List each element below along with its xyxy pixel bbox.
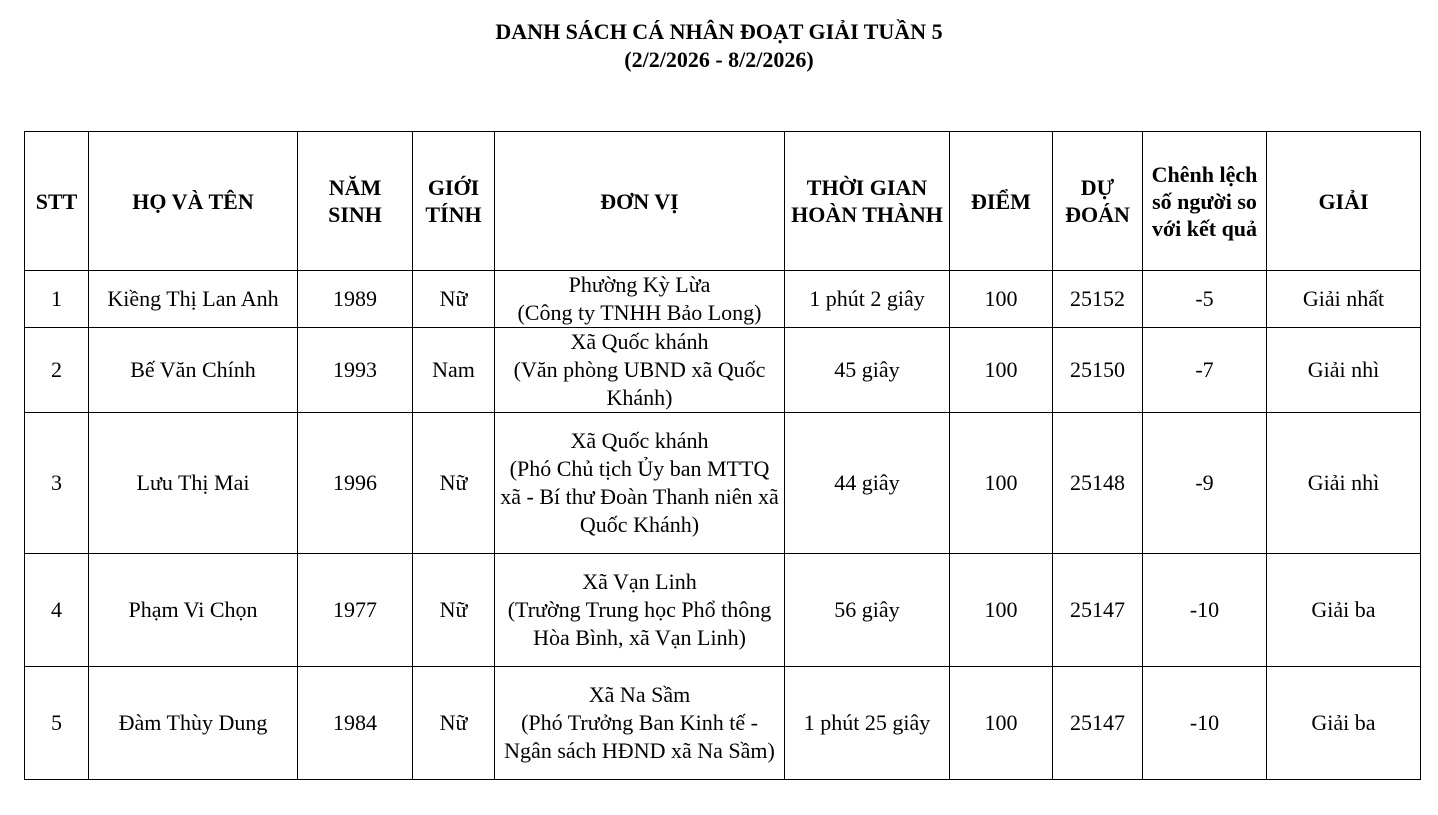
winners-table — [24, 131, 1421, 780]
cell-prediction: 25147 — [1053, 667, 1143, 780]
cell-name: Đàm Thùy Dung — [89, 667, 298, 780]
cell-stt: 2 — [25, 328, 89, 413]
header-stt: STT — [25, 132, 89, 271]
cell-unit: Xã Vạn Linh (Trường Trung học Phổ thông Hòa Bình, xã Vạn Linh) — [495, 554, 785, 667]
cell-unit: Xã Na Sầm (Phó Trưởng Ban Kinh tế - Ngân sách HĐND xã Na Sầm) — [495, 667, 785, 780]
header-birth-year: NĂM SINH — [298, 132, 413, 271]
cell-birth-year: 1989 — [298, 271, 413, 328]
page-subtitle: (2/2/2026 - 8/2/2026) — [624, 47, 814, 72]
header-gender: GIỚI TÍNH — [413, 132, 495, 271]
document-header — [0, 18, 1438, 74]
cell-name: Kiềng Thị Lan Anh — [89, 271, 298, 328]
cell-prize: Giải ba — [1267, 554, 1421, 667]
header-prize: GIẢI — [1267, 132, 1421, 271]
header-difference: Chênh lệch số người so với kết quả — [1143, 132, 1267, 271]
cell-prediction: 25148 — [1053, 413, 1143, 554]
cell-score: 100 — [950, 413, 1053, 554]
table-row — [25, 328, 1421, 413]
cell-birth-year: 1977 — [298, 554, 413, 667]
cell-prediction: 25147 — [1053, 554, 1143, 667]
cell-score: 100 — [950, 667, 1053, 780]
cell-completion-time: 44 giây — [785, 413, 950, 554]
cell-birth-year: 1984 — [298, 667, 413, 780]
cell-name: Phạm Vi Chọn — [89, 554, 298, 667]
cell-prediction: 25152 — [1053, 271, 1143, 328]
cell-prediction: 25150 — [1053, 328, 1143, 413]
table-row — [25, 667, 1421, 780]
cell-score: 100 — [950, 271, 1053, 328]
cell-difference: -10 — [1143, 554, 1267, 667]
table-row — [25, 413, 1421, 554]
cell-completion-time: 1 phút 2 giây — [785, 271, 950, 328]
cell-prize: Giải nhất — [1267, 271, 1421, 328]
header-name: HỌ VÀ TÊN — [89, 132, 298, 271]
cell-unit: Xã Quốc khánh (Phó Chủ tịch Ủy ban MTTQ xã - Bí thư Đoàn Thanh niên xã Quốc Khánh) — [495, 413, 785, 554]
cell-completion-time: 45 giây — [785, 328, 950, 413]
cell-unit: Phường Kỳ Lừa (Công ty TNHH Bảo Long) — [495, 271, 785, 328]
cell-gender: Nam — [413, 328, 495, 413]
cell-prize: Giải nhì — [1267, 413, 1421, 554]
cell-prize: Giải ba — [1267, 667, 1421, 780]
cell-score: 100 — [950, 554, 1053, 667]
cell-name: Lưu Thị Mai — [89, 413, 298, 554]
cell-gender: Nữ — [413, 667, 495, 780]
cell-gender: Nữ — [413, 413, 495, 554]
cell-stt: 1 — [25, 271, 89, 328]
cell-stt: 5 — [25, 667, 89, 780]
cell-gender: Nữ — [413, 554, 495, 667]
table-row — [25, 554, 1421, 667]
cell-completion-time: 56 giây — [785, 554, 950, 667]
cell-birth-year: 1993 — [298, 328, 413, 413]
cell-difference: -10 — [1143, 667, 1267, 780]
cell-difference: -5 — [1143, 271, 1267, 328]
header-score: ĐIỂM — [950, 132, 1053, 271]
cell-score: 100 — [950, 328, 1053, 413]
table-header-row — [25, 132, 1421, 271]
table-row — [25, 271, 1421, 328]
header-unit: ĐƠN VỊ — [495, 132, 785, 271]
page-title: DANH SÁCH CÁ NHÂN ĐOẠT GIẢI TUẦN 5 — [495, 19, 943, 44]
header-completion-time: THỜI GIAN HOÀN THÀNH — [785, 132, 950, 271]
cell-gender: Nữ — [413, 271, 495, 328]
cell-prize: Giải nhì — [1267, 328, 1421, 413]
cell-birth-year: 1996 — [298, 413, 413, 554]
cell-stt: 4 — [25, 554, 89, 667]
cell-stt: 3 — [25, 413, 89, 554]
cell-name: Bế Văn Chính — [89, 328, 298, 413]
cell-difference: -7 — [1143, 328, 1267, 413]
cell-difference: -9 — [1143, 413, 1267, 554]
cell-unit: Xã Quốc khánh (Văn phòng UBND xã Quốc Khánh) — [495, 328, 785, 413]
cell-completion-time: 1 phút 25 giây — [785, 667, 950, 780]
header-prediction: DỰ ĐOÁN — [1053, 132, 1143, 271]
